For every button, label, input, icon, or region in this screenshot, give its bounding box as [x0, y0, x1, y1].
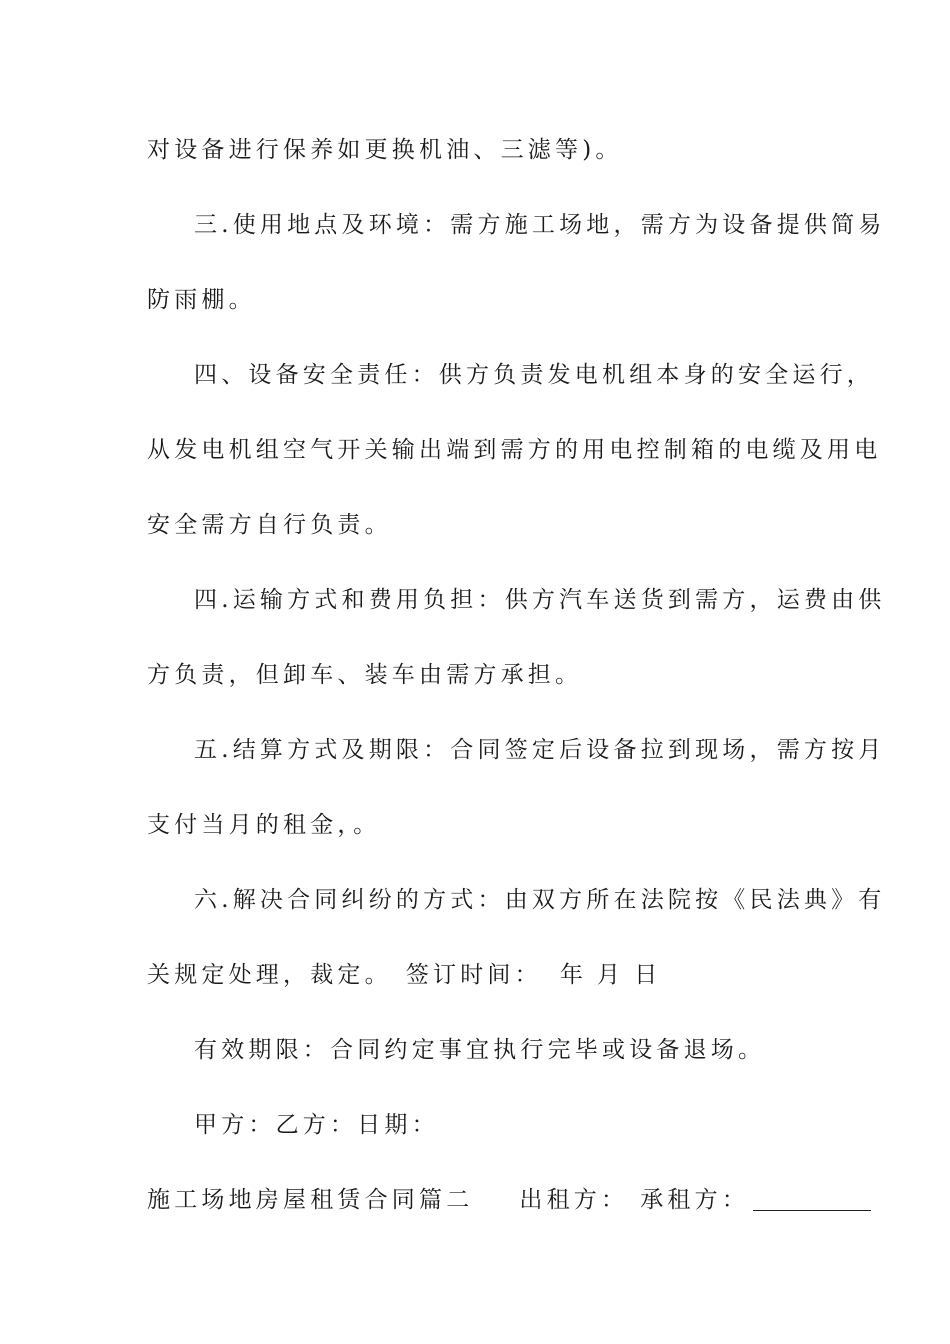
sign-day: 日 [634, 962, 662, 988]
sign-year: 年 [559, 962, 588, 988]
clause-safety-responsibility-cont1: 从发电机组空气开关输出端到需方的用电控制箱的电缆及用电 [147, 437, 882, 463]
dispute-continuation-text: 关规定处理，裁定。 [147, 962, 392, 988]
clause-usage-location: 三.使用地点及环境：需方施工场地，需方为设备提供简易 [194, 212, 886, 238]
clause-settlement-cont: 支付当月的租金，。 [147, 812, 381, 838]
lessee-blank-line [753, 1190, 871, 1211]
lessor-label: 出租方： [519, 1187, 629, 1213]
clause-transport: 四.运输方式和费用负担：供方汽车送货到需方，运费由供 [194, 587, 886, 613]
clause-transport-cont: 方负责，但卸车、装车由需方承担。 [147, 662, 583, 688]
sign-time-label: 签订时间： [405, 962, 542, 988]
clause-safety-responsibility-cont2: 安全需方自行负责。 [147, 512, 392, 538]
clause-usage-location-cont: 防雨棚。 [147, 287, 256, 313]
clause-dispute: 六.解决合同纠纷的方式：由双方所在法院按《民法典》有 [194, 887, 886, 913]
clause-safety-responsibility: 四、设备安全责任：供方负责发电机组本身的安全运行， [194, 362, 874, 388]
clause-settlement: 五.结算方式及期限：合同签定后设备拉到现场，需方按月 [194, 737, 886, 763]
contract-two-title: 施工场地房屋租赁合同篇二 [147, 1187, 474, 1213]
signature-parties: 甲方：乙方：日期： [194, 1112, 439, 1138]
clause-dispute-cont [147, 960, 661, 990]
paragraph-maintenance-end: 对设备进行保养如更换机油、三滤等)。 [147, 137, 623, 163]
sign-month: 月 [597, 962, 625, 988]
lessee-label: 承租方： [640, 1187, 750, 1213]
validity-period: 有效期限：合同约定事宜执行完毕或设备退场。 [194, 1037, 766, 1063]
contract-two-heading-row [147, 1185, 871, 1215]
